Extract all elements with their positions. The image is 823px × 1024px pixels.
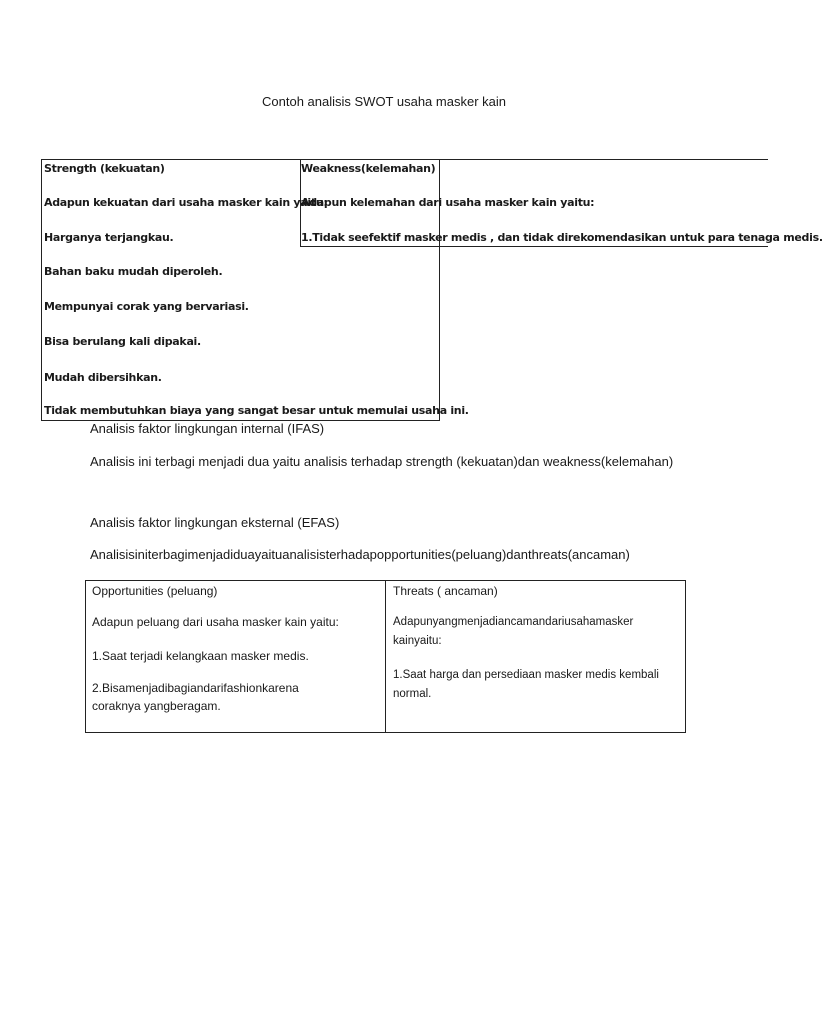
ifas-heading: Analisis faktor lingkungan internal (IFAS) — [90, 421, 325, 436]
threats-intro-cont: kainyaitu: — [393, 635, 442, 647]
weakness-header: Weakness(kelemahan) — [301, 162, 436, 175]
opportunities-item-cont: coraknya yangberagam. — [92, 699, 221, 713]
weakness-item: 1.Tidak seefektif masker medis , dan tidak direkomendasikan untuk para tenaga medis. — [301, 231, 823, 244]
strength-item: Harganya terjangkau. — [44, 231, 174, 244]
threats-intro: Adapunyangmenjadiancamandariusahamasker — [393, 616, 634, 628]
opportunities-item: 2.Bisamenjadibagiandarifashionkarena — [92, 681, 299, 695]
strength-item: Mempunyai corak yang bervariasi. — [44, 300, 249, 313]
efas-heading: Analisis faktor lingkungan eksternal (EFAS) — [90, 515, 340, 530]
strength-item: Tidak membutuhkan biaya yang sangat besar untuk memulai usaha ini. — [44, 404, 469, 417]
document-title: Contoh analisis SWOT usaha masker kain — [262, 94, 506, 109]
opportunities-item: 1.Saat terjadi kelangkaan masker medis. — [92, 649, 309, 663]
strength-item: Bahan baku mudah diperoleh. — [44, 265, 223, 278]
weakness-item: Adapun kelemahan dari usaha masker kain yaitu: — [301, 196, 595, 209]
strength-item: Bisa berulang kali dipakai. — [44, 335, 201, 348]
strength-item: Mudah dibersihkan. — [44, 371, 162, 384]
strength-item: Adapun kekuatan dari usaha masker kain yaitu: — [44, 196, 328, 209]
efas-text: Analisisiniterbagimenjadiduayaituanalisisterhadapopportunities(peluang)danthreats(ancaman) — [90, 547, 630, 562]
weakness-box — [300, 159, 823, 247]
threats-item: 1.Saat harga dan persediaan masker medis kembali — [393, 669, 659, 681]
strength-header: Strength (kekuatan) — [44, 162, 165, 175]
opportunities-threats-table — [85, 580, 686, 733]
threats-item-cont: normal. — [393, 688, 432, 700]
threats-header: Threats ( ancaman) — [393, 584, 498, 598]
ifas-text: Analisis ini terbagi menjadi dua yaitu analisis terhadap strength (kekuatan)dan weakness(kelemahan) — [90, 454, 674, 469]
opportunities-header: Opportunities (peluang) — [92, 584, 218, 598]
opportunities-intro: Adapun peluang dari usaha masker kain yaitu: — [92, 615, 339, 629]
